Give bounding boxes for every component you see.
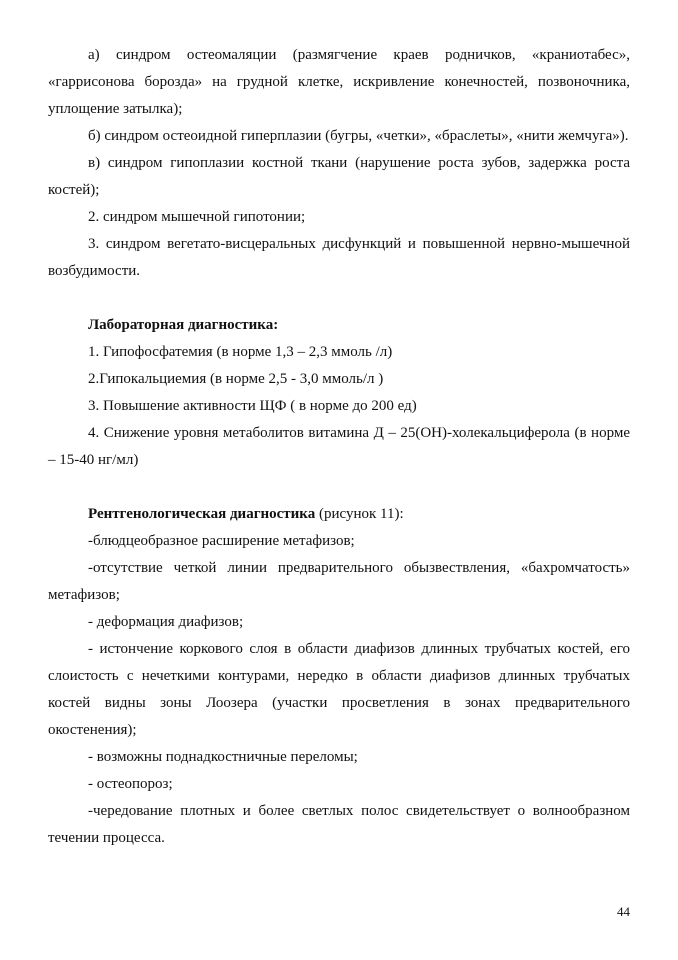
heading-lab-diagnostics: Лабораторная диагностика: [88, 317, 279, 333]
lab-item-alkaline-phosphatase: 3. Повышение активности ЩФ ( в норме до 200 ед) [88, 398, 417, 414]
xray-item-bands: -чередование плотных и более светлых полос свидетельствует о волнообразном течении процесса. [48, 803, 630, 846]
section-heading-lab-diagnostics [48, 312, 630, 339]
lab-item-hypophosphatemia: 1. Гипофосфатемия (в норме 1,3 – 2,3 ммоль /л) [88, 344, 393, 360]
paragraph-osteoid-hyperplasia: б) синдром остеоидной гиперплазии (бугры, «четки», «браслеты», «нити жемчуга»). [88, 128, 629, 144]
lab-item-hypocalcemia: 2.Гипокальциемия (в норме 2,5 - 3,0 ммоль/л ) [88, 371, 384, 387]
paragraph-muscle-hypotonia: 2. синдром мышечной гипотонии; [88, 209, 306, 225]
heading-xray-suffix: (рисунок 11): [315, 506, 404, 522]
xray-item-fractures: - возможны поднадкостничные переломы; [88, 749, 358, 765]
lab-item-vitamin-d: 4. Снижение уровня метаболитов витамина Д – 25(ОН)-холекальциферола (в норме – 15-40 нг/мл) [48, 425, 630, 468]
xray-item-metaphysis-widening: -блюдцеобразное расширение метафизов; [88, 533, 355, 549]
heading-xray-diagnostics: Рентгенологическая диагностика [88, 506, 316, 522]
xray-item-cortical-thinning: - истончение коркового слоя в области диафизов длинных трубчатых костей, его слоистость с нечеткими контурами, нередко в области диафизов длинных трубчатых костей видны зоны Лоозера (участки просветления в зонах предварительного окостенения); [48, 641, 630, 738]
xray-item-diaphysis-deformation: - деформация диафизов; [88, 614, 244, 630]
paragraph-bone-hypoplasia: в) синдром гипоплазии костной ткани (нарушение роста зубов, задержка роста костей); [48, 155, 630, 198]
xray-item-osteoporosis: - остеопороз; [88, 776, 173, 792]
paragraph-vegetative-dysfunction: 3. синдром вегетато-висцеральных дисфункций и повышенной нервно-мышечной возбудимости. [48, 236, 630, 279]
page-number: 44 [617, 904, 630, 919]
paragraph-osteomalacia: а) синдром остеомаляции (размягчение краев родничков, «краниотабес», «гаррисонова борозда» на грудной клетке, искривление конечностей, позвоночника, уплощение затылка); [48, 47, 630, 117]
xray-item-calcification-line: -отсутствие четкой линии предварительного обызвествления, «бахромчатость» метафизов; [48, 560, 630, 603]
section-heading-xray-diagnostics [48, 501, 630, 528]
